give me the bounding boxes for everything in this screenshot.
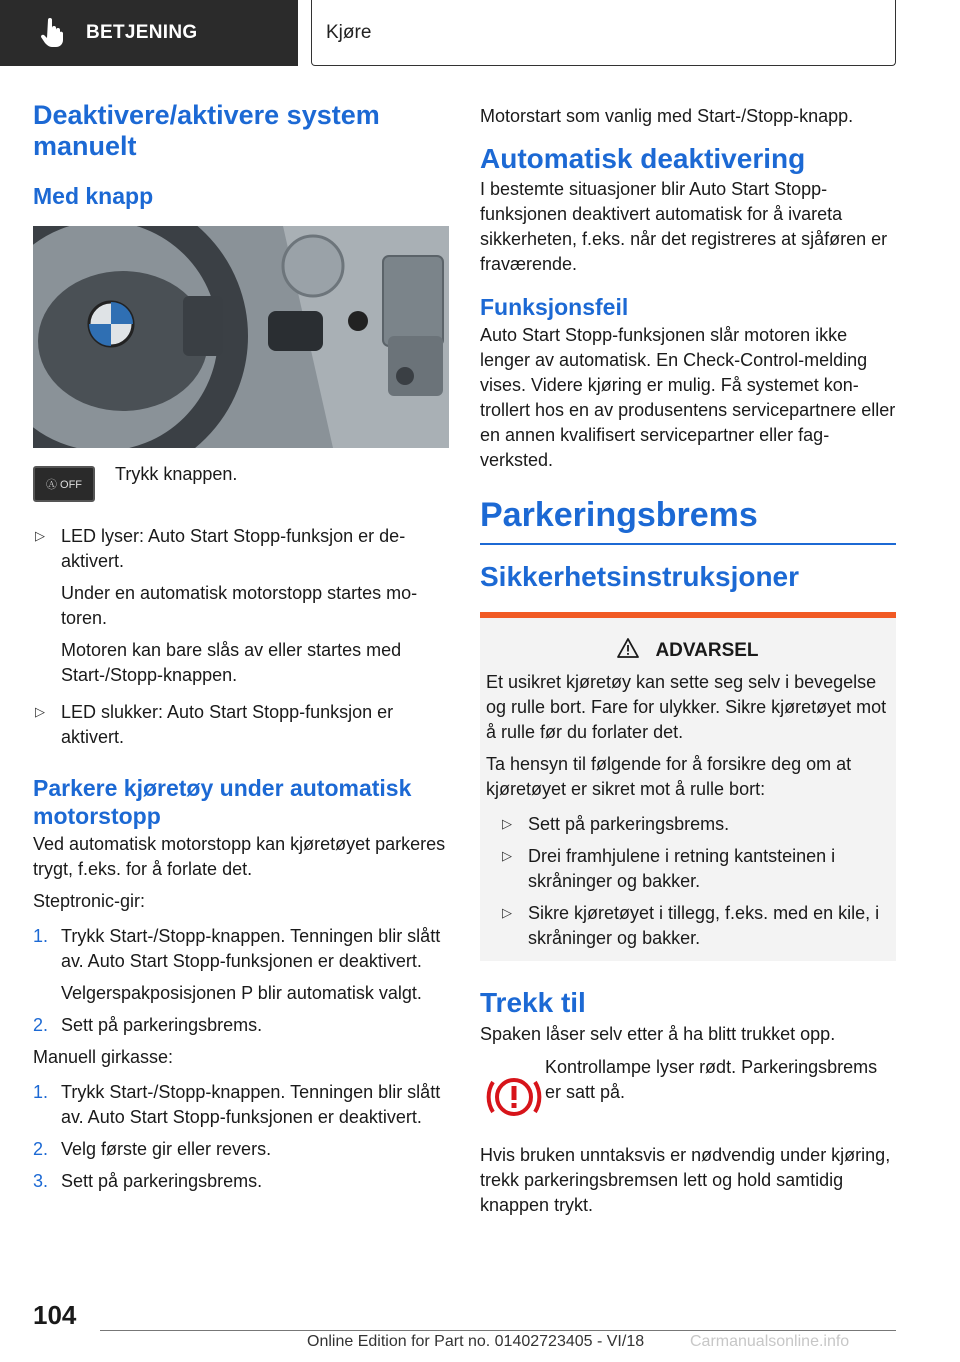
list-item (500, 901, 890, 951)
cockpit-photo (33, 226, 449, 448)
step-text: Sett på parkeringsbrems. (61, 1171, 263, 1191)
heading-safety: Sikkerhetsinstruksjoner (480, 560, 800, 592)
heading-fault: Funksjonsfeil (480, 294, 629, 320)
button-instruction (33, 466, 449, 502)
list-item (33, 524, 449, 688)
step-text: Trykk Start-/Stopp-knappen. Tenningen blir slått av. Auto Start Stopp-funksjonen er deaktivert. (61, 1082, 441, 1127)
list-item (33, 1169, 449, 1194)
pointing-hand-icon (38, 17, 66, 49)
apply-text: Spaken låser selv etter å ha blitt trukket opp. (480, 1023, 836, 1044)
chapter-tab (311, 0, 896, 66)
section-label: BETJENING (86, 22, 198, 43)
page-header (0, 0, 960, 66)
step-number: 1. (33, 926, 49, 946)
warning-box (480, 612, 896, 961)
list-item (33, 1080, 449, 1130)
step-number: 3. (33, 1171, 49, 1191)
heading-with-button: Med knapp (33, 183, 154, 209)
heading-apply: Trekk til (480, 986, 586, 1018)
fault-text: Auto Start Stopp-funksjonen slår motoren ikke lenger av automatisk. En Check-Control-melding vises. Videre kjøring er mulig. Få systemet kontrollert hos en av produsentens servicepartnere eller en annen kvalifisert servicepartner eller fagverksted. (480, 325, 896, 470)
auto-start-stop-button-icon: Ⓐ OFF (33, 466, 95, 502)
list-item (33, 1013, 449, 1038)
list-item (33, 700, 449, 750)
bullet-text: Sikre kjøretøyet i tillegg, f.eks. med en kile, i skråninger og bakker. (528, 902, 880, 948)
footer-rule (100, 1330, 896, 1331)
warning-text-1: Et usikret kjøretøy kan sette seg selv i bevegelse og rulle bort. Fare for ulykker. Sikre kjøretøyet mot å rulle før du forlater det. (486, 671, 887, 742)
triangle-right-icon: ▷ (35, 704, 45, 719)
bullet-text: LED slukker: Auto Start Stopp-funksjon er aktivert. (61, 702, 394, 747)
emergency-text: Hvis bruken unntaksvis er nødvendig under kjøring, trekk parkeringsbremsen lett og hold samtidig knappen trykt. (480, 1144, 891, 1215)
bullet-text: Drei framhjulene i retning kantsteinen i skråninger og bakker. (528, 845, 836, 891)
steptronic-steps (33, 924, 449, 1038)
warning-bullet-list (500, 812, 890, 951)
manual-steps (33, 1080, 449, 1194)
edition-text: Online Edition for Part no. 01402723405 - VI/18 (307, 1333, 645, 1350)
press-button-text: Trykk knappen. (115, 464, 238, 484)
steering-wheel-illustration (33, 226, 449, 448)
list-item (500, 812, 890, 837)
triangle-right-icon: ▷ (502, 847, 512, 863)
lamp-text: Kontrollampe lyser rødt. Parkeringsbrems er satt på. (545, 1056, 878, 1102)
parking-brake-lamp-icon (484, 1067, 544, 1127)
auto-deactivation-text: I bestemte situasjoner blir Auto Start Stopp-funksjonen deaktivert automatisk for å ivareta sikkerheten, f.eks. når det registreres at sjåføren er fraværende. (480, 179, 888, 274)
triangle-right-icon: ▷ (502, 904, 512, 920)
bullet-text: Under en automatisk motorstopp startes motoren. (61, 583, 418, 628)
warning-title-text: ADVARSEL (655, 639, 759, 661)
led-bullet-list (33, 524, 449, 750)
section-rule (480, 543, 896, 545)
bullet-text: Motoren kan bare slås av eller startes med Start-/Stopp-knappen. (61, 640, 402, 685)
heading-auto-deactivation: Automatisk deaktivering (480, 143, 806, 174)
bullet-text: LED lyser: Auto Start Stopp-funksjon er deaktivert. (61, 526, 406, 571)
step-number: 2. (33, 1139, 49, 1159)
list-item (33, 1137, 449, 1162)
left-column (33, 100, 449, 1194)
step-number: 2. (33, 1015, 49, 1035)
heading-parking-brake: Parkeringsbrems (480, 496, 758, 534)
chapter-label: Kjøre (326, 21, 372, 43)
list-item (500, 844, 890, 894)
triangle-right-icon: ▷ (35, 528, 45, 543)
step-text: Velg første gir eller revers. (61, 1139, 272, 1159)
bullet-text: Sett på parkeringsbrems. (528, 813, 730, 834)
step-text: Sett på parkeringsbrems. (61, 1015, 263, 1035)
motor-start-text: Motorstart som vanlig med Start-/Stopp-knapp. (480, 106, 854, 126)
step-number: 1. (33, 1082, 49, 1102)
steptronic-label: Steptronic-gir: (33, 891, 146, 911)
warning-text-2: Ta hensyn til følgende for å forsikre deg om at kjøretøyet er sikret mot å rulle bort: (486, 753, 852, 799)
parking-intro: Ved automatisk motorstopp kan kjøretøyet parkeres trygt, f.eks. for å forlate det. (33, 834, 446, 879)
manual-label: Manuell girkasse: (33, 1047, 174, 1067)
triangle-right-icon: ▷ (502, 815, 512, 831)
lamp-indicator (480, 1055, 896, 1127)
heading-deactivate: Deaktivere/aktivere system manuelt (33, 100, 380, 161)
section-tab (0, 0, 298, 66)
heading-parking: Parkere kjøretøy under automatisk motorstopp (33, 775, 412, 829)
watermark-text: Carmanualsonline.info (690, 1333, 850, 1350)
step-text: Velgerspakposisjonen P blir automatisk valgt. (61, 983, 422, 1003)
right-column (480, 100, 896, 1218)
step-text: Trykk Start-/Stopp-knappen. Tenningen blir slått av. Auto Start Stopp-funksjonen er deaktivert. (61, 926, 441, 971)
page-number: 104 (33, 1300, 77, 1330)
list-item (33, 924, 449, 1006)
warning-title (486, 638, 890, 664)
warning-triangle-icon (617, 638, 639, 664)
